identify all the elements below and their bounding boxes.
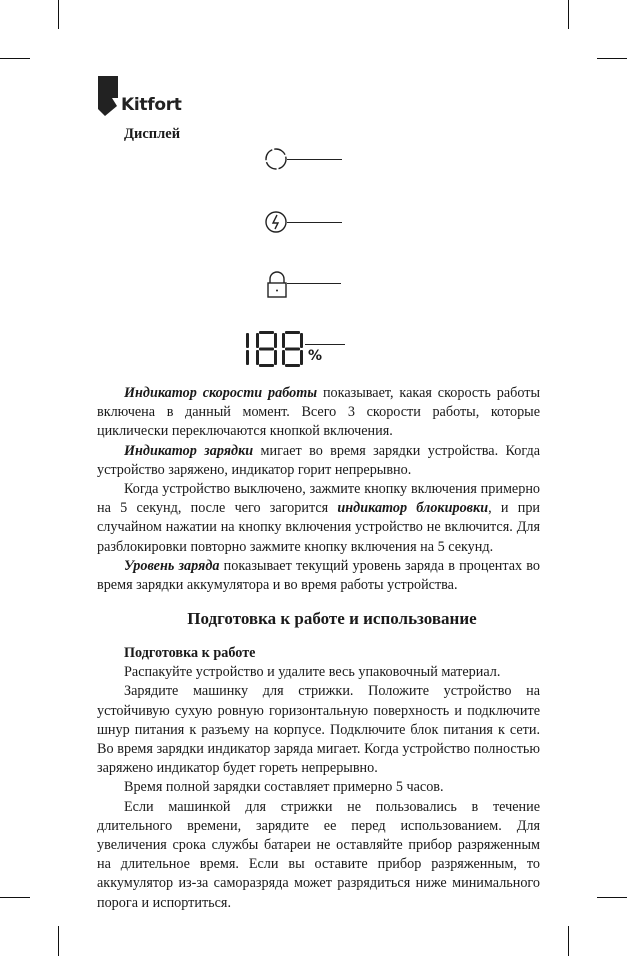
lightning-bolt-icon [265, 210, 287, 234]
crop-mark [597, 897, 627, 898]
paragraph-charging-indicator: Индикатор зарядки мигает во время зарядки устройства. Когда устройство заряжено, индикатор горит непрерывно. [97, 442, 540, 478]
lock-indicator [267, 271, 341, 298]
charge-level-indicator [243, 331, 345, 367]
display-description [97, 384, 540, 595]
subsection-title: Подготовка к работе [124, 645, 256, 661]
crop-mark [568, 926, 569, 956]
paragraph-charge-level: Уровень заряда показывает текущий уровень заряда в процентах во время зарядки аккумулятора и во время работы устройства. [97, 557, 540, 594]
callout-line [287, 159, 342, 160]
callout-line [287, 283, 341, 284]
callout-line [287, 222, 342, 223]
crop-mark [58, 926, 59, 956]
preparation-description [97, 644, 540, 913]
dashed-circle-icon [265, 147, 287, 171]
paragraph: Время полной зарядки составляет примерно 5 часов. [124, 779, 444, 796]
seven-segment-188-display [243, 331, 305, 367]
callout-line [305, 344, 345, 345]
section-title-preparation: Подготовка к работе и использование [187, 609, 477, 628]
crop-mark [568, 0, 569, 29]
paragraph: Зарядите машинку для стрижки. Положите устройство на устойчивую сухую ровную горизонтальную поверхность и подключите шнур питания к разъему на корпусе. Подключите блок питания к сети. Во время зарядки индикатор заряда мигает. Когда устройство полностью заряжено индикатор будет гореть непрерывно. [97, 683, 540, 777]
brand-logo [97, 76, 182, 116]
section-title-display: Дисплей [124, 126, 181, 142]
paragraph-lock-indicator: Когда устройство выключено, зажмите кнопку включения примерно на 5 секунд, после чего загорится индикатор блокировки, и при случайном нажатии на кнопку включения устройство не включится. Для разблокировки повторно зажмите кнопку включения на 5 секунд. [97, 481, 541, 555]
paragraph: Распакуйте устройство и удалите весь упаковочный материал. [124, 664, 501, 681]
paragraph: Если машинкой для стрижки не пользовались в течение длительного времени, зарядите ее перед использованием. Для увеличения срока службы батареи не оставляйте прибор разряженным на длительное время. Если вы оставите прибор разряженным, то аккумулятор из-за саморазряда может разрядиться ниже минимального порога и испортиться. [97, 798, 540, 911]
crop-mark [0, 58, 30, 59]
paragraph-speed-indicator: Индикатор скорости работы показывает, какая скорость работы включена в данный момент. Всего 3 скорости работы, которые циклически переключаются кнопкой включения. [97, 385, 540, 440]
padlock-icon [267, 271, 287, 298]
crop-mark [0, 897, 30, 898]
brand-name: Kitfort [121, 95, 182, 115]
kitfort-logo-icon [97, 76, 119, 116]
crop-mark [58, 0, 59, 29]
speed-indicator [265, 147, 342, 171]
charging-indicator [265, 210, 342, 234]
crop-mark [597, 58, 627, 59]
percent-sign: % [308, 348, 323, 364]
